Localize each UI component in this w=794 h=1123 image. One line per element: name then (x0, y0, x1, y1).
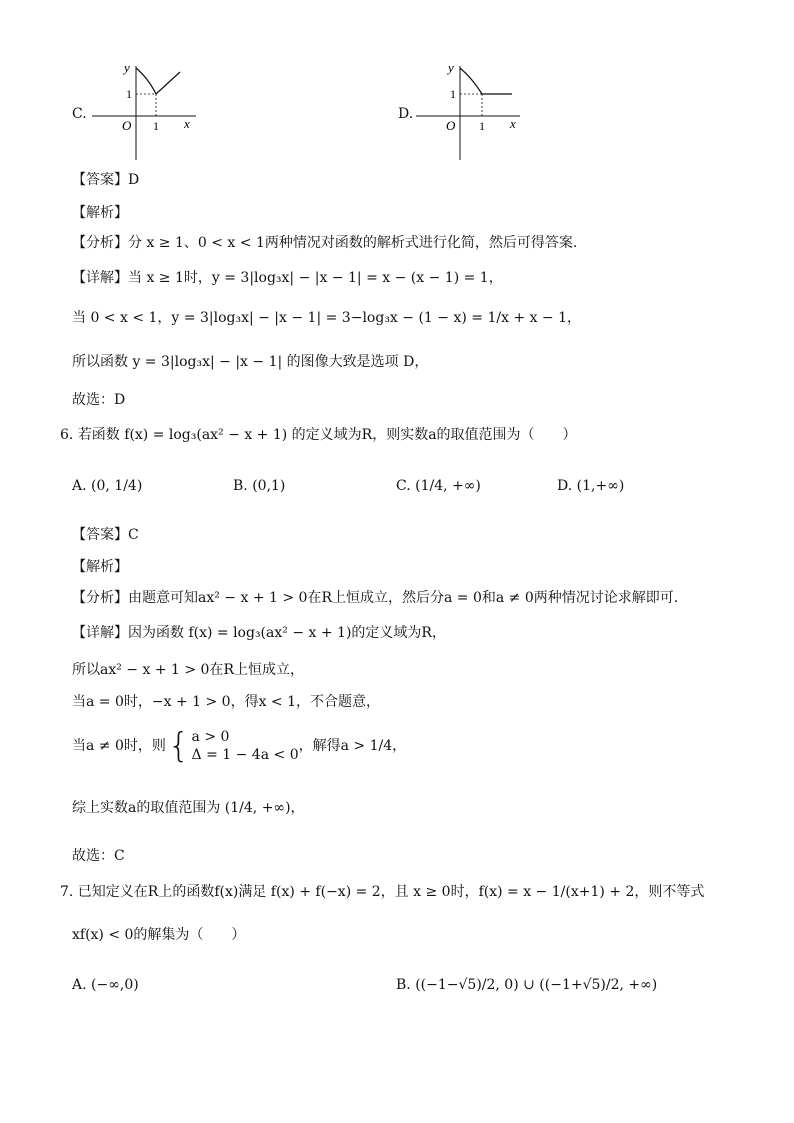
graph-c-curve (136, 68, 180, 94)
option-c-label: C. (72, 106, 87, 122)
brace-symbol: { (167, 726, 190, 766)
graph-d-origin: O (446, 118, 456, 133)
q6-choice: 故选：C (72, 848, 125, 864)
q6-line4: 当a ≠ 0时，则 { a > 0 Δ = 1 − 4a < 0 ，解得a > 1/4， (72, 726, 407, 766)
q7-stem-line1: 7. 已知定义在R上的函数f(x)满足 f(x) + f(−x) = 2，且 x ≥ 0时，f(x) = x − 1/(x+1) + 2，则不等式 (60, 884, 705, 900)
q5-answer: 【答案】D (72, 172, 140, 188)
graph-d-curve (460, 68, 512, 94)
q5-line3: 所以函数 y = 3|log₃x| − |x − 1| 的图像大致是选项 D， (72, 354, 429, 370)
q5-fenxi: 【分析】分 x ≥ 1、0 < x < 1两种情况对函数的解析式进行化简，然后可得答案. (72, 235, 578, 251)
graph-c-y-label: y (124, 60, 130, 75)
q7-option-b[interactable]: B. ((−1−√5)/2, 0) ∪ ((−1+√5)/2, +∞) (396, 977, 658, 993)
q6-option-a[interactable]: A. (0, 1/4) (72, 478, 143, 494)
q5-line2: 当 0 < x < 1，y = 3|log₃x| − |x − 1| = 3−log₃x − (1 − x) = 1/x + x − 1， (72, 310, 582, 326)
q6-option-b[interactable]: B. (0,1) (233, 478, 286, 494)
option-d-label: D. (398, 106, 414, 122)
graph-c-origin: O (122, 118, 132, 133)
q5-xiangjie-line1: 【详解】当 x ≥ 1时，y = 3|log₃x| − |x − 1| = x − (x − 1) = 1， (72, 270, 503, 286)
q6-answer: 【答案】C (72, 527, 139, 543)
q6-line3: 当a = 0时，−x + 1 > 0，得x < 1，不合题意， (72, 694, 381, 710)
q6-xiangjie-line1: 【详解】因为函数 f(x) = log₃(ax² − x + 1)的定义域为R， (72, 625, 446, 641)
q6-analysis-tag: 【解析】 (72, 559, 128, 575)
q7-option-a[interactable]: A. (−∞,0) (72, 977, 139, 993)
q6-option-c[interactable]: C. (1/4, +∞) (396, 478, 481, 494)
graph-c (92, 58, 202, 162)
q5-analysis-tag: 【解析】 (72, 205, 128, 221)
graph-d (416, 58, 526, 162)
q6-line5: 综上实数a的取值范围为 (1/4, +∞)， (72, 800, 305, 816)
q7-stem-line2: xf(x) < 0的解集为（ ） (72, 927, 246, 943)
graph-d-y-label: y (448, 60, 454, 75)
graph-c-y-tick: 1 (126, 87, 132, 101)
q6-fenxi: 【分析】由题意可知ax² − x + 1 > 0在R上恒成立，然后分a = 0和a ≠ 0两种情况讨论求解即可. (72, 590, 679, 606)
q6-stem: 6. 若函数 f(x) = log₃(ax² − x + 1) 的定义域为R，则实数a的取值范围为（ ） (60, 427, 577, 443)
graph-c-x-label: x (184, 116, 190, 131)
q6-option-d[interactable]: D. (1,+∞) (557, 478, 625, 494)
graph-d-y-tick: 1 (450, 87, 456, 101)
q5-choice: 故选：D (72, 392, 126, 408)
graph-c-x-tick: 1 (153, 119, 159, 133)
q6-line2: 所以ax² − x + 1 > 0在R上恒成立， (72, 662, 304, 678)
graph-d-x-tick: 1 (479, 119, 485, 133)
graph-d-x-label: x (510, 116, 516, 131)
